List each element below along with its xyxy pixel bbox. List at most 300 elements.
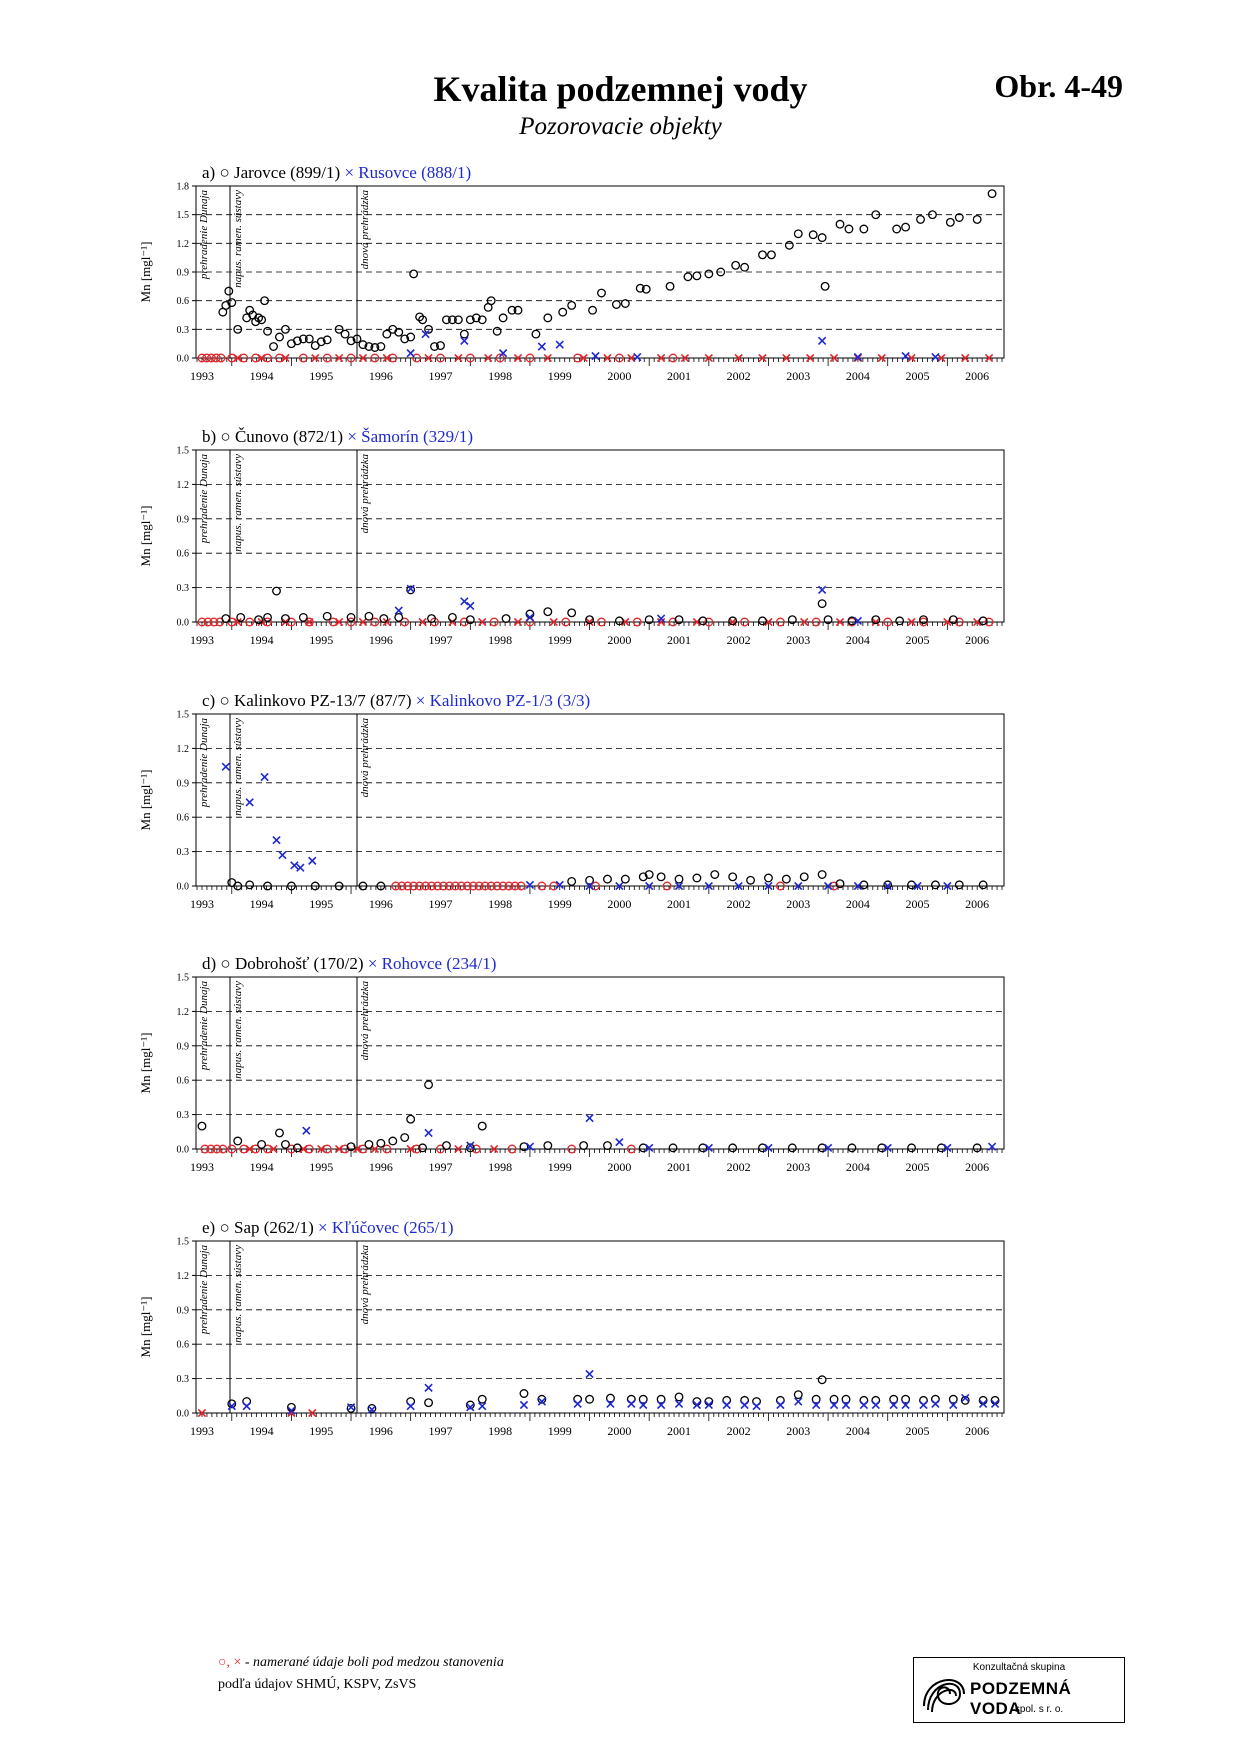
data-point-circle	[794, 1391, 802, 1399]
data-point-circle	[741, 263, 749, 271]
data-point-cross	[407, 350, 414, 357]
data-point-circle	[580, 1142, 588, 1150]
plot-frame	[196, 450, 1004, 622]
data-point-circle	[818, 234, 826, 242]
x-tick-label: 2000	[607, 369, 632, 383]
figure-number: Obr. 4-49	[994, 68, 1123, 104]
event-label: napus. ramen. sústavy	[231, 190, 244, 288]
data-point-cross	[628, 1400, 635, 1407]
x-tick-label: 2002	[726, 1160, 751, 1174]
legend-series-2: × Rusovce (888/1)	[340, 163, 472, 182]
data-point-circle	[544, 608, 552, 616]
x-tick-label: 2004	[845, 897, 870, 911]
data-point-circle	[893, 225, 901, 233]
data-point-cross	[872, 1401, 879, 1408]
data-point-cross	[461, 598, 468, 605]
x-tick-label: 1997	[428, 633, 453, 647]
y-tick-label: 0.9	[176, 1041, 189, 1053]
y-axis-label: Mn [mgl⁻¹]	[138, 241, 153, 303]
x-tick-label: 1994	[249, 1160, 274, 1174]
data-point-cross	[860, 1401, 867, 1408]
y-tick-label: 0.9	[176, 778, 189, 790]
data-point-circle	[783, 875, 791, 883]
x-tick-label: 2003	[786, 369, 811, 383]
company-logo	[913, 1657, 1125, 1723]
y-tick-label: 0.6	[176, 1339, 189, 1351]
data-point-circle	[499, 314, 507, 322]
data-point-cross	[246, 799, 253, 806]
data-point-circle	[347, 1405, 355, 1413]
data-point-circle	[786, 241, 794, 249]
data-point-circle	[493, 327, 501, 335]
logo-top-text: Konzultačná skupina	[972, 1662, 1066, 1673]
data-point-circle	[729, 1144, 737, 1152]
data-point-circle	[300, 614, 308, 622]
data-point-circle	[401, 1134, 409, 1142]
x-tick-label: 2000	[607, 1424, 632, 1438]
x-tick-label: 2006	[965, 369, 990, 383]
data-point-circle	[478, 1395, 486, 1403]
panel-label: c)	[202, 691, 220, 710]
data-point-circle	[222, 615, 230, 623]
data-point-circle	[276, 1129, 284, 1137]
x-tick-label: 1993	[189, 897, 214, 911]
data-point-circle	[896, 617, 904, 625]
data-point-circle	[809, 231, 817, 239]
chart-panel-a	[138, 163, 1004, 383]
legend-series-1: ○ Jarovce (899/1)	[219, 163, 341, 182]
data-point-circle	[848, 1144, 856, 1152]
data-point-cross	[303, 1127, 310, 1134]
data-point-circle	[425, 1399, 433, 1407]
data-point-circle	[747, 876, 755, 884]
x-tick-label: 2000	[607, 1160, 632, 1174]
y-tick-label: 0.3	[176, 1110, 189, 1122]
x-tick-label: 2001	[667, 1160, 692, 1174]
data-point-circle	[389, 1137, 397, 1145]
data-point-cross	[920, 1401, 927, 1408]
y-tick-label: 1.2	[176, 238, 189, 250]
chart-title	[202, 954, 496, 973]
x-tick-label: 2001	[667, 369, 692, 383]
data-point-circle	[765, 874, 773, 882]
data-point-circle	[759, 251, 767, 259]
data-point-circle	[613, 301, 621, 309]
x-tick-label: 1999	[547, 1160, 572, 1174]
x-tick-label: 1993	[189, 369, 214, 383]
data-point-circle	[818, 871, 826, 879]
data-point-circle	[932, 881, 940, 889]
y-tick-label: 0.6	[176, 1075, 189, 1087]
plot-frame	[196, 977, 1004, 1149]
y-tick-label: 0.9	[176, 1305, 189, 1317]
data-point-circle	[532, 330, 540, 338]
data-point-cross	[819, 337, 826, 344]
data-point-circle	[818, 600, 826, 608]
y-tick-label: 1.5	[176, 1236, 189, 1248]
event-label: dnová prehrádzka	[359, 190, 372, 270]
data-point-circle	[568, 302, 576, 310]
data-point-cross	[273, 837, 280, 844]
data-point-circle	[836, 220, 844, 228]
x-tick-label: 2004	[845, 1424, 870, 1438]
x-tick-label: 2003	[786, 1160, 811, 1174]
x-tick-label: 2000	[607, 633, 632, 647]
data-point-circle	[258, 1141, 266, 1149]
data-point-circle	[246, 881, 254, 889]
x-tick-label: 1999	[547, 633, 572, 647]
x-tick-label: 1995	[309, 633, 334, 647]
data-point-circle	[520, 1390, 528, 1398]
panel-label: d)	[202, 954, 221, 973]
data-point-cross	[777, 1401, 784, 1408]
y-tick-label: 1.2	[176, 479, 189, 491]
data-point-circle	[368, 1405, 376, 1413]
data-point-cross	[902, 352, 909, 359]
data-point-circle	[461, 330, 469, 338]
legend-series-2: × Kľúčovec (265/1)	[313, 1218, 454, 1237]
y-tick-label: 0.3	[176, 1374, 189, 1386]
data-point-circle	[845, 225, 853, 233]
x-tick-label: 2001	[667, 633, 692, 647]
data-point-circle	[604, 875, 612, 883]
x-tick-label: 2005	[905, 897, 930, 911]
x-tick-label: 1999	[547, 897, 572, 911]
data-point-circle	[732, 262, 740, 270]
chart-title	[202, 163, 471, 182]
data-point-circle	[973, 216, 981, 224]
footnote-below-limit	[218, 1655, 504, 1671]
data-point-circle	[729, 617, 737, 625]
data-point-circle	[377, 1139, 385, 1147]
event-label: napus. ramen. sústavy	[231, 718, 244, 816]
data-point-cross	[222, 763, 229, 770]
data-point-circle	[902, 223, 910, 231]
data-point-circle	[666, 283, 674, 291]
y-tick-label: 1.5	[176, 445, 189, 457]
page-subtitle: Pozorovacie objekty	[519, 113, 722, 140]
data-point-cross	[407, 1403, 414, 1410]
data-point-circle	[407, 1115, 415, 1123]
data-point-cross	[932, 1400, 939, 1407]
y-tick-label: 0.0	[176, 1408, 189, 1420]
data-point-cross	[586, 1114, 593, 1121]
y-tick-label: 0.0	[176, 1144, 189, 1156]
footnote-symbols: ○, ×	[218, 1655, 242, 1670]
data-point-circle	[449, 614, 457, 622]
data-point-circle	[544, 314, 552, 322]
data-point-cross	[634, 353, 641, 360]
data-point-circle	[198, 1122, 206, 1130]
data-point-circle	[768, 251, 776, 259]
x-tick-label: 1998	[488, 897, 513, 911]
data-point-circle	[234, 1137, 242, 1145]
y-tick-label: 1.2	[176, 1006, 189, 1018]
data-point-cross	[574, 1400, 581, 1407]
data-point-cross	[425, 1129, 432, 1136]
x-tick-label: 1994	[249, 369, 274, 383]
data-point-circle	[711, 871, 719, 879]
chart-panel-d	[138, 954, 1004, 1174]
data-point-circle	[908, 1144, 916, 1152]
data-point-circle	[365, 1141, 373, 1149]
data-point-circle	[818, 1376, 826, 1384]
x-tick-label: 2006	[965, 1424, 990, 1438]
x-tick-label: 1996	[368, 369, 393, 383]
x-tick-label: 1995	[309, 1160, 334, 1174]
x-tick-label: 2004	[845, 369, 870, 383]
y-tick-label: 0.0	[176, 353, 189, 365]
x-tick-label: 1994	[249, 633, 274, 647]
data-point-circle	[225, 287, 233, 295]
y-tick-label: 1.5	[176, 972, 189, 984]
y-tick-label: 0.6	[176, 812, 189, 824]
logo-main-text: PODZEMNÁ VODA	[970, 1679, 1072, 1718]
y-tick-label: 1.2	[176, 1270, 189, 1282]
legend-series-2: × Rohovce (234/1)	[363, 954, 497, 973]
x-tick-label: 1995	[309, 1424, 334, 1438]
data-point-circle	[425, 1081, 433, 1089]
data-point-circle	[410, 270, 418, 278]
event-label: dnová prehrádzka	[359, 981, 372, 1061]
data-point-cross	[592, 352, 599, 359]
data-point-circle	[657, 873, 665, 881]
x-tick-label: 2002	[726, 369, 751, 383]
data-point-circle	[794, 230, 802, 238]
x-tick-label: 1995	[309, 369, 334, 383]
data-point-circle	[586, 1395, 594, 1403]
x-tick-label: 1993	[189, 633, 214, 647]
data-point-circle	[821, 283, 829, 291]
data-point-cross	[538, 343, 545, 350]
x-tick-label: 1997	[428, 1160, 453, 1174]
data-point-circle	[705, 270, 713, 278]
data-point-cross	[279, 851, 286, 858]
y-tick-label: 0.3	[176, 583, 189, 595]
x-tick-label: 1998	[488, 1160, 513, 1174]
data-point-circle	[675, 1393, 683, 1401]
panel-label: b)	[202, 427, 221, 446]
panel-label: e)	[202, 1218, 220, 1237]
event-label: prehradenie Dunaja	[198, 1245, 210, 1335]
x-tick-label: 2005	[905, 369, 930, 383]
event-label: dnová prehrádzka	[359, 718, 372, 798]
plot-frame	[196, 1241, 1004, 1413]
x-tick-label: 1996	[368, 1424, 393, 1438]
data-point-circle	[622, 875, 630, 883]
x-tick-label: 2006	[965, 633, 990, 647]
chart-title	[202, 691, 590, 710]
data-point-circle	[395, 614, 403, 622]
x-tick-label: 1997	[428, 1424, 453, 1438]
x-tick-label: 2003	[786, 897, 811, 911]
data-point-circle	[589, 306, 597, 314]
y-tick-label: 1.2	[176, 743, 189, 755]
y-tick-label: 0.3	[176, 324, 189, 336]
chart-title	[202, 427, 473, 446]
data-point-circle	[988, 190, 996, 198]
data-point-circle	[604, 1142, 612, 1150]
y-axis-label: Mn [mgl⁻¹]	[138, 1296, 153, 1358]
data-point-cross	[467, 602, 474, 609]
legend-series-1: ○ Čunovo (872/1)	[220, 427, 344, 446]
panel-label: a)	[202, 163, 220, 182]
event-label: napus. ramen. sústavy	[231, 454, 244, 552]
event-label: prehradenie Dunaja	[198, 981, 210, 1071]
data-point-circle	[729, 873, 737, 881]
data-point-cross	[741, 1401, 748, 1408]
data-point-cross	[723, 1401, 730, 1408]
x-tick-label: 1994	[249, 1424, 274, 1438]
data-point-circle	[276, 333, 284, 341]
data-point-circle	[559, 308, 567, 316]
data-point-circle	[502, 615, 510, 623]
data-point-circle	[323, 612, 331, 620]
y-tick-label: 0.0	[176, 617, 189, 629]
data-point-cross	[819, 586, 826, 593]
x-tick-label: 1993	[189, 1160, 214, 1174]
x-tick-label: 2003	[786, 1424, 811, 1438]
data-point-circle	[759, 617, 767, 625]
data-point-circle	[568, 878, 576, 886]
data-point-cross	[243, 1403, 250, 1410]
data-point-cross	[309, 857, 316, 864]
data-point-circle	[598, 289, 606, 297]
y-axis-label: Mn [mgl⁻¹]	[138, 1032, 153, 1094]
data-point-cross	[261, 773, 268, 780]
data-point-circle	[282, 1141, 290, 1149]
data-point-circle	[264, 614, 272, 622]
event-label: napus. ramen. sústavy	[231, 1245, 244, 1343]
data-point-circle	[270, 343, 278, 351]
data-point-circle	[478, 1122, 486, 1130]
page-title: Kvalita podzemnej vody	[433, 69, 808, 109]
event-label: prehradenie Dunaja	[198, 454, 210, 544]
x-tick-label: 1998	[488, 1424, 513, 1438]
legend-series-1: ○ Dobrohošť (170/2)	[220, 954, 364, 973]
y-tick-label: 0.0	[176, 881, 189, 893]
x-tick-label: 2005	[905, 633, 930, 647]
event-label: prehradenie Dunaja	[198, 718, 210, 808]
data-point-circle	[800, 873, 808, 881]
footnote-source: podľa údajov SHMÚ, KSPV, ZsVS	[218, 1677, 417, 1692]
x-tick-label: 1995	[309, 897, 334, 911]
data-point-circle	[860, 225, 868, 233]
x-tick-label: 1998	[488, 633, 513, 647]
data-point-circle	[264, 327, 272, 335]
data-point-cross	[586, 1370, 593, 1377]
x-tick-label: 1994	[249, 897, 274, 911]
data-point-cross	[932, 353, 939, 360]
x-tick-label: 2002	[726, 633, 751, 647]
data-point-cross	[291, 862, 298, 869]
chart-panel-e	[138, 1218, 1004, 1438]
chart-title	[202, 1218, 454, 1237]
y-tick-label: 0.6	[176, 548, 189, 560]
data-point-circle	[568, 609, 576, 617]
event-label: dnová prehrádzka	[359, 1245, 372, 1325]
logo-bottom-text: spol. s r. o.	[1014, 1704, 1064, 1715]
y-axis-label: Mn [mgl⁻¹]	[138, 769, 153, 831]
x-tick-label: 2004	[845, 633, 870, 647]
y-tick-label: 0.9	[176, 514, 189, 526]
data-point-circle	[544, 1142, 552, 1150]
x-tick-label: 1999	[547, 1424, 572, 1438]
x-tick-label: 2006	[965, 897, 990, 911]
y-tick-label: 0.6	[176, 296, 189, 308]
x-tick-label: 2005	[905, 1160, 930, 1174]
x-tick-label: 1997	[428, 897, 453, 911]
data-point-circle	[365, 612, 373, 620]
data-point-circle	[917, 216, 925, 224]
x-tick-label: 1998	[488, 369, 513, 383]
event-label: dnová prehrádzka	[359, 454, 372, 534]
data-point-cross	[616, 1139, 623, 1146]
x-tick-label: 2005	[905, 1424, 930, 1438]
data-point-cross	[297, 864, 304, 871]
x-tick-label: 2002	[726, 1424, 751, 1438]
data-point-circle	[789, 1144, 797, 1152]
data-point-circle	[947, 219, 955, 227]
data-point-circle	[347, 614, 355, 622]
x-tick-label: 1999	[547, 369, 572, 383]
data-point-circle	[693, 272, 701, 280]
x-tick-label: 1993	[189, 1424, 214, 1438]
x-tick-label: 2006	[965, 1160, 990, 1174]
legend-series-2: × Kalinkovo PZ-1/3 (3/3)	[411, 691, 591, 710]
y-tick-label: 1.5	[176, 709, 189, 721]
x-tick-label: 2004	[845, 1160, 870, 1174]
y-tick-label: 0.3	[176, 847, 189, 859]
x-tick-label: 2001	[667, 897, 692, 911]
legend-series-1: ○ Sap (262/1)	[219, 1218, 314, 1237]
data-point-circle	[443, 1142, 451, 1150]
data-point-cross	[520, 1401, 527, 1408]
footnote-below-limit-text: - namerané údaje boli pod medzou stanovenia	[241, 1655, 504, 1670]
data-point-cross	[425, 1384, 432, 1391]
event-label: napus. ramen. sústavy	[231, 981, 244, 1079]
y-tick-label: 1.5	[176, 210, 189, 222]
data-point-cross	[753, 1403, 760, 1410]
legend-series-1: ○ Kalinkovo PZ-13/7 (87/7)	[219, 691, 412, 710]
data-point-circle	[669, 1144, 677, 1152]
data-point-circle	[693, 874, 701, 882]
plot-frame	[196, 714, 1004, 886]
x-tick-label: 2001	[667, 1424, 692, 1438]
x-tick-label: 1996	[368, 633, 393, 647]
legend-series-2: × Šamorín (329/1)	[343, 427, 474, 446]
x-tick-label: 2002	[726, 897, 751, 911]
data-point-circle	[675, 875, 683, 883]
data-point-circle	[622, 300, 630, 308]
y-axis-label: Mn [mgl⁻¹]	[138, 505, 153, 567]
data-point-circle	[979, 881, 987, 889]
x-tick-label: 1996	[368, 897, 393, 911]
data-point-circle	[341, 330, 349, 338]
data-point-circle	[955, 881, 963, 889]
x-tick-label: 1996	[368, 1160, 393, 1174]
data-point-circle	[273, 587, 281, 595]
data-point-cross	[556, 341, 563, 348]
x-tick-label: 2000	[607, 897, 632, 911]
data-point-circle	[684, 273, 692, 281]
x-tick-label: 2003	[786, 633, 811, 647]
event-label: prehradenie Dunaja	[198, 190, 210, 280]
x-tick-label: 1997	[428, 369, 453, 383]
y-tick-label: 1.8	[176, 181, 189, 193]
chart-panel-c	[138, 691, 1004, 911]
chart-panel-b	[138, 427, 1004, 647]
